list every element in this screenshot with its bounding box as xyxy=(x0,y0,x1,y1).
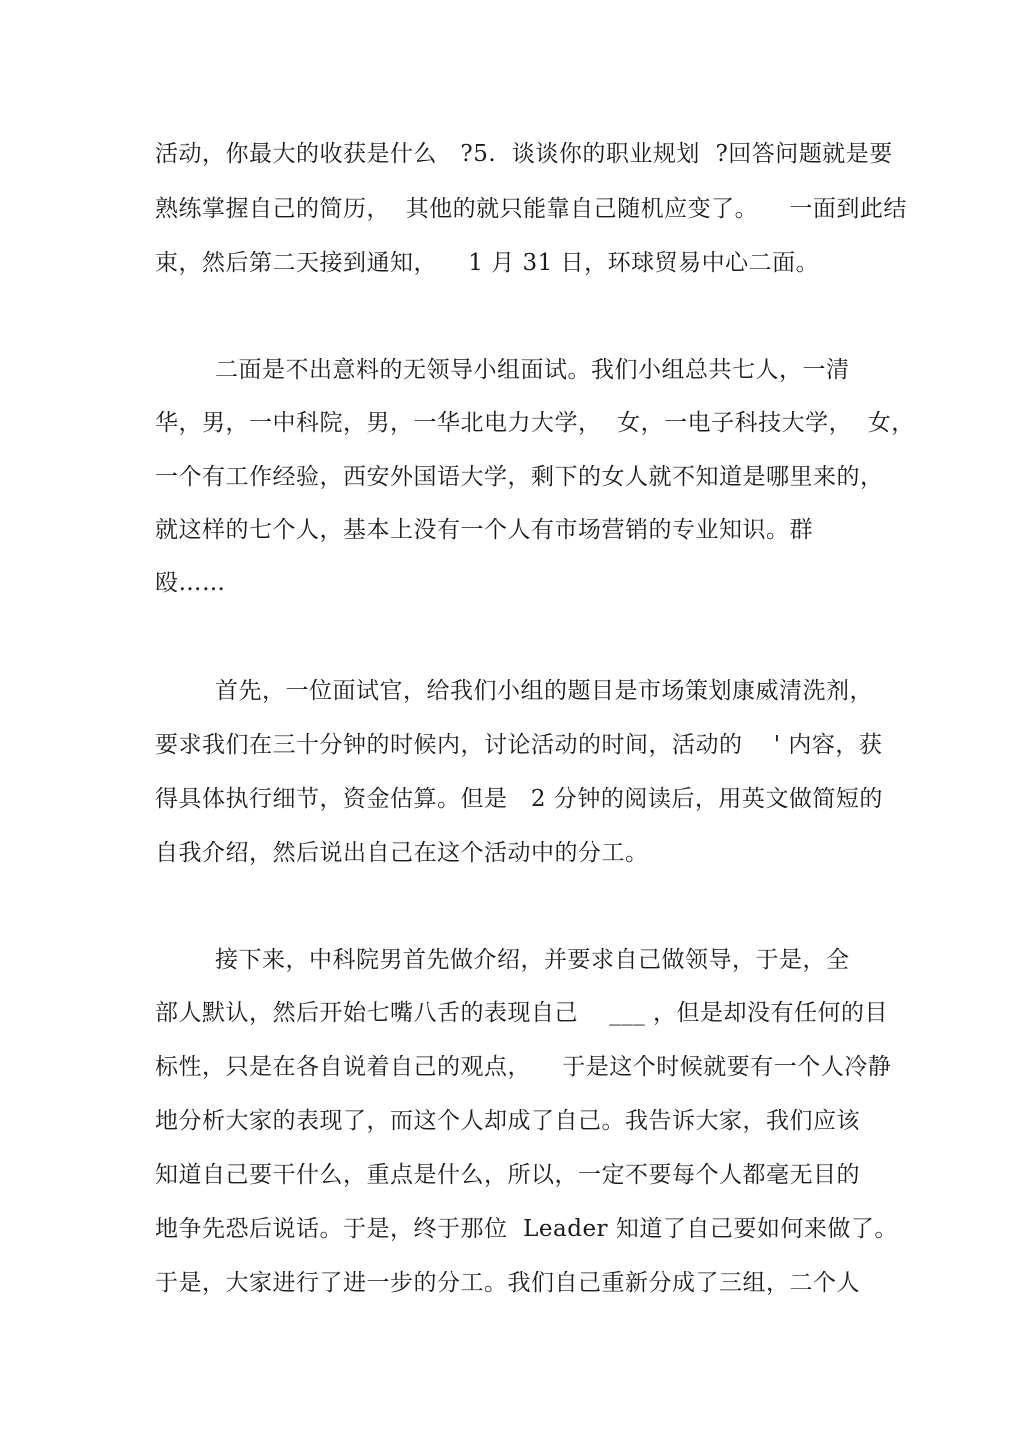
text-line: 得具体执行细节，资金估算。但是 2 分钟的阅读后，用英文做简短的 xyxy=(155,786,883,812)
text-line: 首先，一位面试官，给我们小组的题目是市场策划康威清洗剂， xyxy=(215,678,873,704)
text-line: 束，然后第二天接到通知， 1 月 31 日，环球贸易中心二面。 xyxy=(155,250,820,276)
text-line: 活动，你最大的收获是什么 ?5. 谈谈你的职业规划 ?回答问题就是要 xyxy=(155,141,893,167)
text-line: 于是，大家进行了进一步的分工。我们自己重新分成了三组，二个人 xyxy=(155,1270,860,1296)
text-line: 知道自己要干什么，重点是什么，所以，一定不要每个人都毫无目的 xyxy=(155,1162,860,1188)
text-line: 要求我们在三十分钟的时候内，讨论活动的时间，活动的 ' 内容，获 xyxy=(155,732,883,758)
text-line: 部人默认，然后开始七嘴八舌的表现自己 ___ ，但是却没有任何的目 xyxy=(155,1000,889,1026)
text-line: 一个有工作经验，西安外国语大学，剩下的女人就不知道是哪里来的， xyxy=(155,464,884,490)
text-line: 殴…… xyxy=(155,570,226,596)
text-line: 地分析大家的表现了，而这个人却成了自己。我告诉大家，我们应该 xyxy=(155,1108,860,1134)
text-line: 地争先恐后说话。于是，终于那位 Leader 知道了自己要如何来做了。 xyxy=(155,1216,898,1242)
text-line: 接下来，中科院男首先做介绍，并要求自己做领导，于是，全 xyxy=(215,947,850,973)
text-line: 标性，只是在各自说着自己的观点， 于是这个时候就要有一个人冷静 xyxy=(155,1054,892,1080)
text-line: 自我介绍，然后说出自己在这个活动中的分工。 xyxy=(155,840,649,866)
text-line: 熟练掌握自己的简历， 其他的就只能靠自己随机应变了。 一面到此结 xyxy=(155,196,907,222)
text-line: 二面是不出意料的无领导小组面试。我们小组总共七人，一清 xyxy=(215,357,850,383)
text-line: 华，男，一中科院，男，一华北电力大学， 女，一电子科技大学， 女， xyxy=(155,410,915,436)
text-line: 就这样的七个人，基本上没有一个人有市场营销的专业知识。群 xyxy=(155,517,813,543)
